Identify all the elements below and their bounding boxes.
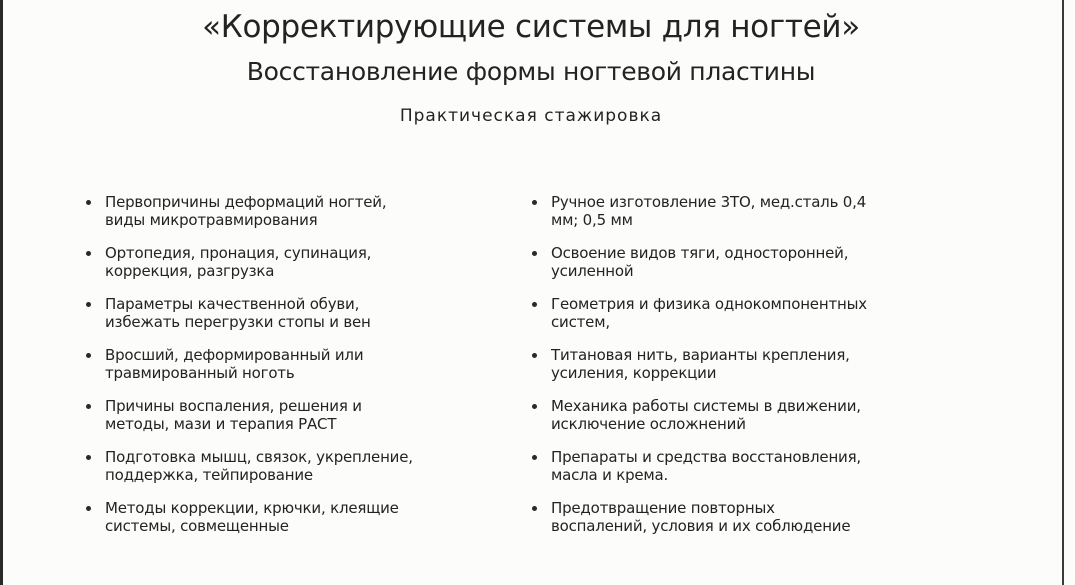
list-item [530,244,950,280]
bullet-icon [532,404,537,409]
list-item [84,295,504,331]
list-item-line: Геометрия и физика однокомпонентных [551,295,867,313]
list-item-line: Титановая нить, варианты крепления, [551,346,850,364]
list-item [84,244,504,280]
list-item-line: виды микротравмирования [105,211,318,229]
list-item [84,346,504,382]
list-item-line: Ручное изготовление 3ТО, мед.сталь 0,4 [551,193,867,211]
bullet-icon [532,506,537,511]
bullet-icon [86,506,91,511]
list-item-line: Первопричины деформаций ногтей, [105,193,387,211]
list-item [84,499,504,535]
list-item-line: методы, мази и терапия РАСТ [105,415,337,433]
document-tagline: Практическая стажировка [399,106,663,126]
bullet-icon [86,302,91,307]
list-item [530,193,950,229]
list-item-line: коррекция, разгрузка [105,262,275,280]
list-item [84,193,504,229]
list-item-line: системы, совмещенные [105,517,289,535]
list-item [84,397,504,433]
list-item-line: масла и крема. [551,466,669,484]
list-item [84,448,504,484]
list-item-line: Предотвращение повторных [551,499,775,517]
list-item-line: исключение осложнений [551,415,746,433]
list-item-line: Вросший, деформированный или [105,346,364,364]
left-border-line [0,0,3,585]
list-item [530,448,950,484]
bullet-icon [532,200,537,205]
list-item [530,346,950,382]
list-item-line: Механика работы системы в движении, [551,397,861,415]
list-item-line: Ортопедия, пронация, супинация, [105,244,372,262]
bullet-icon [86,251,91,256]
list-item-line: мм; 0,5 мм [551,211,633,229]
left-topic-list [84,193,504,550]
bullet-icon [86,353,91,358]
list-item-line: травмированный ноготь [105,364,295,382]
list-item [530,397,950,433]
bullet-icon [86,455,91,460]
list-item [530,499,950,535]
bullet-icon [86,200,91,205]
bullet-icon [532,302,537,307]
list-item-line: систем, [551,313,610,331]
document-title: «Корректирующие системы для ногтей» [202,9,860,45]
list-item-line: воспалений, условия и их соблюдение [551,517,851,535]
list-item-line: Освоение видов тяги, односторонней, [551,244,849,262]
list-item-line: Подготовка мышц, связок, укрепление, [105,448,413,466]
list-item-line: Препараты и средства восстановления, [551,448,861,466]
list-item-line: Причины воспаления, решения и [105,397,362,415]
right-topic-list [530,193,950,550]
right-border-line [1062,0,1064,585]
list-item-line: усиленной [551,262,634,280]
list-item-line: поддержка, тейпирование [105,466,313,484]
list-item-line: Параметры качественной обуви, [105,295,360,313]
list-item [530,295,950,331]
bullet-icon [532,353,537,358]
bullet-icon [532,455,537,460]
list-item-line: Методы коррекции, крючки, клеящие [105,499,399,517]
bullet-icon [532,251,537,256]
list-item-line: избежать перегрузки стопы и вен [105,313,371,331]
document-subtitle: Восстановление формы ногтевой пластины [246,57,816,86]
bullet-icon [86,404,91,409]
list-item-line: усиления, коррекции [551,364,717,382]
